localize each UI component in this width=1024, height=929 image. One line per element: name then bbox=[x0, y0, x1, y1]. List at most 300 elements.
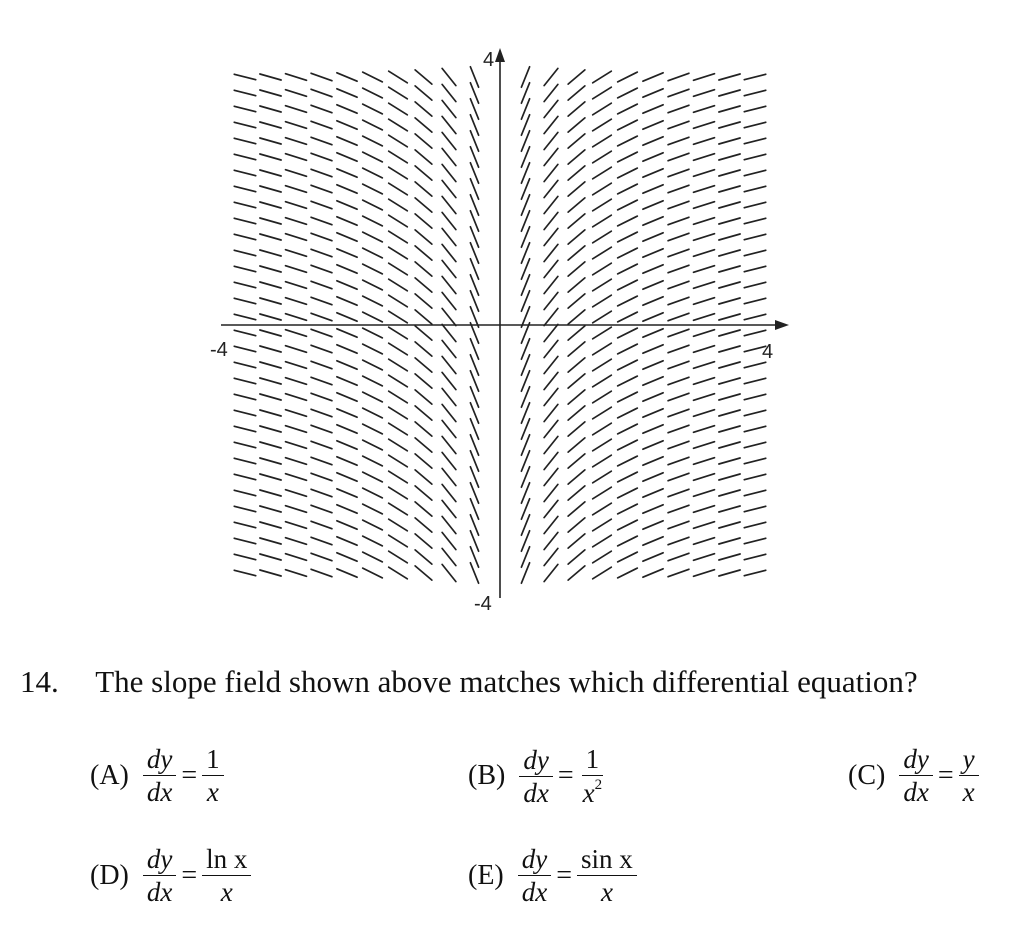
slope-segment-388 bbox=[442, 260, 456, 277]
slope-segment-458 bbox=[719, 218, 740, 224]
slope-segment-553 bbox=[593, 135, 612, 147]
slope-segment-600 bbox=[234, 90, 255, 95]
slope-segment-31 bbox=[544, 548, 558, 565]
slope-segment-511 bbox=[544, 164, 558, 181]
slope-segment-41 bbox=[260, 538, 281, 544]
slope-segment-64 bbox=[337, 521, 357, 529]
slope-segment-122 bbox=[286, 474, 307, 481]
slope-segment-127 bbox=[415, 470, 432, 484]
slope-segment-58 bbox=[719, 538, 740, 544]
slope-segment-33 bbox=[593, 551, 612, 563]
slope-segment-47 bbox=[415, 534, 432, 548]
choice-c-rhs-den: x bbox=[962, 777, 975, 808]
slope-segment-177 bbox=[694, 442, 715, 449]
slope-segment-346 bbox=[389, 295, 408, 307]
slope-segment-180 bbox=[234, 426, 255, 431]
choice-e-lhs-num: dy bbox=[518, 845, 551, 876]
choice-a-rhs-num: 1 bbox=[202, 745, 224, 776]
slope-segment-60 bbox=[234, 522, 255, 527]
choice-e-lhs bbox=[518, 845, 551, 907]
question-number: 14. bbox=[20, 664, 59, 699]
y-axis-arrow-icon bbox=[495, 48, 505, 62]
choice-e-rhs bbox=[577, 845, 637, 907]
slope-segment-231 bbox=[544, 388, 558, 405]
slope-segment-355 bbox=[643, 297, 663, 305]
slope-segment-614 bbox=[618, 88, 638, 98]
slope-segment-560 bbox=[234, 122, 255, 127]
slope-segment-502 bbox=[286, 170, 307, 177]
choice-b-lhs-num: dy bbox=[519, 746, 552, 777]
slope-segment-194 bbox=[618, 424, 638, 434]
slope-segment-218 bbox=[719, 410, 740, 416]
slope-segment-126 bbox=[389, 471, 408, 483]
slope-segment-193 bbox=[593, 423, 612, 435]
slope-segment-403 bbox=[311, 249, 332, 256]
slope-segment-347 bbox=[415, 294, 432, 308]
slope-segment-605 bbox=[363, 88, 383, 98]
slope-segment-14 bbox=[618, 568, 638, 578]
slope-segment-488 bbox=[442, 180, 456, 197]
slope-segment-267 bbox=[415, 358, 432, 372]
slope-segment-594 bbox=[618, 104, 638, 114]
slope-segment-161 bbox=[260, 442, 281, 448]
choice-a-rhs bbox=[202, 745, 224, 807]
y-max-label: 4 bbox=[483, 49, 495, 71]
slope-segment-361 bbox=[260, 282, 281, 288]
slope-segment-300 bbox=[234, 330, 255, 335]
slope-segment-13 bbox=[593, 567, 612, 579]
slope-segment-586 bbox=[389, 103, 408, 115]
slope-segment-45 bbox=[363, 536, 383, 546]
slope-segment-372 bbox=[568, 278, 585, 292]
slope-segment-354 bbox=[618, 296, 638, 306]
slope-segment-302 bbox=[286, 330, 307, 337]
slope-segment-420 bbox=[234, 234, 255, 239]
slope-segment-268 bbox=[442, 356, 456, 373]
slope-segment-72 bbox=[568, 518, 585, 532]
slope-segment-521 bbox=[260, 154, 281, 160]
slope-segment-432 bbox=[568, 230, 585, 244]
choice-b-lhs bbox=[519, 746, 552, 808]
slope-segment-277 bbox=[694, 362, 715, 369]
slope-segment-312 bbox=[568, 326, 585, 340]
slope-segment-556 bbox=[668, 137, 689, 144]
slope-segment-378 bbox=[719, 282, 740, 288]
slope-segment-117 bbox=[694, 490, 715, 497]
slope-segment-601 bbox=[260, 90, 281, 96]
slope-segment-199 bbox=[744, 426, 765, 431]
slope-segment-574 bbox=[618, 120, 638, 130]
slope-segment-243 bbox=[311, 377, 332, 384]
slope-segment-248 bbox=[442, 372, 456, 389]
slope-segment-443 bbox=[311, 217, 332, 224]
slope-segment-17 bbox=[694, 570, 715, 577]
slope-segment-472 bbox=[568, 198, 585, 212]
slope-segment-386 bbox=[389, 263, 408, 275]
slope-segment-27 bbox=[415, 550, 432, 564]
slope-segment-21 bbox=[260, 554, 281, 560]
slope-segment-466 bbox=[389, 199, 408, 211]
slope-segment-51 bbox=[544, 532, 558, 549]
slope-segment-612 bbox=[568, 86, 585, 100]
slope-segment-548 bbox=[442, 132, 456, 149]
slope-segment-208 bbox=[442, 404, 456, 421]
slope-segment-23 bbox=[311, 553, 332, 560]
slope-segment-395 bbox=[643, 265, 663, 273]
slope-segment-540 bbox=[234, 138, 255, 143]
equals-sign: = bbox=[937, 759, 954, 791]
slope-segment-357 bbox=[694, 298, 715, 305]
slope-segment-4 bbox=[337, 569, 357, 577]
slope-segment-532 bbox=[568, 150, 585, 164]
slope-segment-562 bbox=[286, 122, 307, 129]
slope-segment-598 bbox=[719, 106, 740, 112]
slope-segment-325 bbox=[363, 312, 383, 322]
slope-segment-476 bbox=[668, 201, 689, 208]
slope-segment-240 bbox=[234, 378, 255, 383]
slope-segment-178 bbox=[719, 442, 740, 448]
slope-segment-595 bbox=[643, 105, 663, 113]
slope-segment-537 bbox=[694, 154, 715, 161]
slope-segment-460 bbox=[234, 202, 255, 207]
slope-segment-207 bbox=[415, 406, 432, 420]
slope-segment-323 bbox=[311, 313, 332, 320]
choice-b-lhs-den: dx bbox=[523, 777, 549, 808]
slope-segment-428 bbox=[442, 228, 456, 245]
slope-segment-413 bbox=[593, 247, 612, 259]
choice-b-rhs-num: 1 bbox=[582, 745, 604, 776]
slope-segment-238 bbox=[719, 394, 740, 400]
slope-segment-397 bbox=[694, 266, 715, 273]
slope-segment-237 bbox=[694, 394, 715, 401]
slope-segment-536 bbox=[668, 153, 689, 160]
slope-segment-134 bbox=[618, 472, 638, 482]
slope-segment-84 bbox=[337, 505, 357, 513]
choice-b-exponent: 2 bbox=[594, 777, 603, 794]
slope-segment-119 bbox=[744, 490, 765, 495]
slope-segment-375 bbox=[643, 281, 663, 289]
slope-segment-512 bbox=[568, 166, 585, 180]
choice-d-rhs-num: ln x bbox=[202, 845, 251, 876]
slope-segment-67 bbox=[415, 518, 432, 532]
slope-segment-8 bbox=[442, 564, 456, 581]
slope-segment-593 bbox=[593, 103, 612, 115]
slope-segment-416 bbox=[668, 249, 689, 256]
slope-segment-399 bbox=[744, 266, 765, 271]
slope-segment-486 bbox=[389, 183, 408, 195]
slope-segment-213 bbox=[593, 407, 612, 419]
slope-segment-256 bbox=[668, 377, 689, 384]
slope-segment-211 bbox=[544, 404, 558, 421]
question-14 bbox=[20, 664, 918, 700]
slope-segment-271 bbox=[544, 356, 558, 373]
slope-segment-627 bbox=[415, 70, 432, 84]
slope-segment-545 bbox=[363, 136, 383, 146]
slope-segment-385 bbox=[363, 264, 383, 274]
slope-segment-474 bbox=[618, 200, 638, 210]
slope-segment-368 bbox=[442, 276, 456, 293]
slope-segment-77 bbox=[694, 522, 715, 529]
slope-segment-296 bbox=[668, 345, 689, 352]
slope-segment-465 bbox=[363, 200, 383, 210]
slope-segment-181 bbox=[260, 426, 281, 432]
slope-segment-396 bbox=[668, 265, 689, 272]
slope-segment-481 bbox=[260, 186, 281, 192]
slope-segment-376 bbox=[668, 281, 689, 288]
slope-segment-261 bbox=[260, 362, 281, 368]
slope-segment-98 bbox=[719, 506, 740, 512]
slope-segment-286 bbox=[389, 343, 408, 355]
slope-segment-167 bbox=[415, 438, 432, 452]
slope-segment-120 bbox=[234, 474, 255, 479]
slope-segment-265 bbox=[363, 360, 383, 370]
slope-segment-615 bbox=[643, 89, 663, 97]
slope-segment-305 bbox=[363, 328, 383, 338]
slope-segment-566 bbox=[389, 119, 408, 131]
slope-segment-319 bbox=[744, 330, 765, 335]
slope-segment-392 bbox=[568, 262, 585, 276]
slope-segment-421 bbox=[260, 234, 281, 240]
slope-segment-607 bbox=[415, 86, 432, 100]
slope-segment-155 bbox=[643, 457, 663, 465]
slope-segment-278 bbox=[719, 362, 740, 368]
equals-sign: = bbox=[556, 859, 573, 891]
slope-segment-402 bbox=[286, 250, 307, 257]
choice-c[interactable] bbox=[848, 745, 979, 807]
slope-segment-616 bbox=[668, 89, 689, 96]
slope-segment-48 bbox=[442, 532, 456, 549]
slope-segment-621 bbox=[260, 74, 281, 80]
slope-segment-114 bbox=[618, 488, 638, 498]
slope-segment-584 bbox=[337, 105, 357, 113]
slope-segment-242 bbox=[286, 378, 307, 385]
slope-segment-1 bbox=[260, 570, 281, 576]
slope-segment-637 bbox=[694, 74, 715, 81]
slope-segment-405 bbox=[363, 248, 383, 258]
slope-segment-352 bbox=[568, 294, 585, 308]
slope-segment-37 bbox=[694, 554, 715, 561]
slope-segment-179 bbox=[744, 442, 765, 447]
slope-segment-534 bbox=[618, 152, 638, 162]
slope-segment-224 bbox=[337, 393, 357, 401]
slope-segment-86 bbox=[389, 503, 408, 515]
slope-segment-394 bbox=[618, 264, 638, 274]
slope-segment-95 bbox=[643, 505, 663, 513]
slope-segment-623 bbox=[311, 73, 332, 80]
slope-segment-159 bbox=[744, 458, 765, 463]
slope-segment-533 bbox=[593, 151, 612, 163]
slope-segment-132 bbox=[568, 470, 585, 484]
slope-segment-100 bbox=[234, 490, 255, 495]
slope-segment-191 bbox=[544, 420, 558, 437]
slope-segment-315 bbox=[643, 329, 663, 337]
slope-segment-171 bbox=[544, 436, 558, 453]
slope-segment-633 bbox=[593, 71, 612, 83]
slope-segment-454 bbox=[618, 216, 638, 226]
slope-segment-620 bbox=[234, 74, 255, 79]
slope-segment-568 bbox=[442, 116, 456, 133]
slope-segment-147 bbox=[415, 454, 432, 468]
choice-d-rhs bbox=[202, 845, 251, 907]
slope-segment-348 bbox=[442, 292, 456, 309]
slope-segment-81 bbox=[260, 506, 281, 512]
slope-segment-182 bbox=[286, 426, 307, 433]
choice-a-lhs-den: dx bbox=[146, 777, 173, 808]
slope-segment-79 bbox=[744, 522, 765, 527]
slope-segment-528 bbox=[442, 148, 456, 165]
slope-segment-142 bbox=[286, 458, 307, 465]
slope-segment-316 bbox=[668, 329, 689, 336]
slope-segment-552 bbox=[568, 134, 585, 148]
slope-segment-353 bbox=[593, 295, 612, 307]
slope-segment-427 bbox=[415, 230, 432, 244]
slope-segment-504 bbox=[337, 169, 357, 177]
slope-segment-88 bbox=[442, 500, 456, 517]
slope-segment-331 bbox=[544, 308, 558, 325]
slope-segment-292 bbox=[568, 342, 585, 356]
slope-segment-54 bbox=[618, 536, 638, 546]
slope-segment-12 bbox=[568, 566, 585, 580]
slope-segment-541 bbox=[260, 138, 281, 144]
choice-e[interactable] bbox=[468, 845, 637, 907]
slope-segment-462 bbox=[286, 202, 307, 209]
slope-segment-345 bbox=[363, 296, 383, 306]
slope-segment-441 bbox=[260, 218, 281, 224]
slope-segment-116 bbox=[668, 489, 689, 496]
choice-c-lhs-num: dy bbox=[899, 745, 932, 776]
slope-segment-187 bbox=[415, 422, 432, 436]
slope-segment-204 bbox=[337, 409, 357, 417]
slope-segment-422 bbox=[286, 234, 307, 241]
choice-a-letter: (A) bbox=[90, 759, 129, 791]
slope-segment-311 bbox=[544, 324, 558, 341]
slope-segment-632 bbox=[568, 70, 585, 84]
slope-segment-531 bbox=[544, 148, 558, 165]
slope-segment-144 bbox=[337, 457, 357, 465]
slope-segment-136 bbox=[668, 473, 689, 480]
slope-segment-565 bbox=[363, 120, 383, 130]
slope-segment-334 bbox=[618, 312, 638, 322]
slope-segment-499 bbox=[744, 186, 765, 191]
slope-segment-55 bbox=[643, 537, 663, 545]
slope-segment-448 bbox=[442, 212, 456, 229]
slope-segment-216 bbox=[668, 409, 689, 416]
slope-segment-128 bbox=[442, 468, 456, 485]
slope-segment-497 bbox=[694, 186, 715, 193]
slope-segment-148 bbox=[442, 452, 456, 469]
slope-segment-165 bbox=[363, 440, 383, 450]
slope-segment-133 bbox=[593, 471, 612, 483]
slope-segment-451 bbox=[544, 212, 558, 229]
slope-segment-185 bbox=[363, 424, 383, 434]
slope-segment-232 bbox=[568, 390, 585, 404]
slope-segment-638 bbox=[719, 74, 740, 80]
slope-segment-343 bbox=[311, 297, 332, 304]
choice-e-rhs-num: sin x bbox=[577, 845, 637, 876]
slope-segment-172 bbox=[568, 438, 585, 452]
slope-segment-367 bbox=[415, 278, 432, 292]
slope-segment-66 bbox=[389, 519, 408, 531]
slope-segment-22 bbox=[286, 554, 307, 561]
slope-segment-406 bbox=[389, 247, 408, 259]
slope-segment-200 bbox=[234, 410, 255, 415]
slope-segment-635 bbox=[643, 73, 663, 81]
slope-segment-577 bbox=[694, 122, 715, 129]
choice-a[interactable] bbox=[90, 745, 224, 807]
slope-segment-287 bbox=[415, 342, 432, 356]
slope-segment-273 bbox=[593, 359, 612, 371]
slope-segment-382 bbox=[286, 266, 307, 273]
slope-segment-519 bbox=[744, 170, 765, 175]
slope-segment-576 bbox=[668, 121, 689, 128]
slope-segment-338 bbox=[719, 314, 740, 320]
slope-segment-412 bbox=[568, 246, 585, 260]
choice-c-rhs-num: y bbox=[959, 745, 979, 776]
slope-segment-321 bbox=[260, 314, 281, 320]
slope-segment-365 bbox=[363, 280, 383, 290]
slope-segment-87 bbox=[415, 502, 432, 516]
slope-segment-283 bbox=[311, 345, 332, 352]
x-axis-arrow-icon bbox=[775, 320, 789, 330]
slope-segment-461 bbox=[260, 202, 281, 208]
slope-segment-93 bbox=[593, 503, 612, 515]
slope-segment-426 bbox=[389, 231, 408, 243]
slope-segment-262 bbox=[286, 362, 307, 369]
slope-segment-263 bbox=[311, 361, 332, 368]
slope-segment-294 bbox=[618, 344, 638, 354]
slope-segment-276 bbox=[668, 361, 689, 368]
slope-segment-215 bbox=[643, 409, 663, 417]
slope-segment-143 bbox=[311, 457, 332, 464]
slope-segment-301 bbox=[260, 330, 281, 336]
slope-segment-384 bbox=[337, 265, 357, 273]
choice-d[interactable] bbox=[90, 845, 251, 907]
slope-segment-356 bbox=[668, 297, 689, 304]
choice-b[interactable] bbox=[468, 745, 606, 808]
slope-segment-473 bbox=[593, 199, 612, 211]
slope-segment-575 bbox=[643, 121, 663, 129]
slope-segment-624 bbox=[337, 73, 357, 81]
slope-segment-38 bbox=[719, 554, 740, 560]
slope-segment-65 bbox=[363, 520, 383, 530]
slope-segment-373 bbox=[593, 279, 612, 291]
slope-segment-174 bbox=[618, 440, 638, 450]
slope-segment-104 bbox=[337, 489, 357, 497]
slope-segment-118 bbox=[719, 490, 740, 496]
slope-segment-314 bbox=[618, 328, 638, 338]
slope-segment-414 bbox=[618, 248, 638, 258]
slope-segment-377 bbox=[694, 282, 715, 289]
slope-segment-539 bbox=[744, 154, 765, 159]
slope-segment-326 bbox=[389, 311, 408, 323]
slope-segment-580 bbox=[234, 106, 255, 111]
slope-segment-233 bbox=[593, 391, 612, 403]
choice-b-rhs-den bbox=[579, 776, 606, 807]
slope-segment-162 bbox=[286, 442, 307, 449]
slope-segment-487 bbox=[415, 182, 432, 196]
slope-segment-214 bbox=[618, 408, 638, 418]
slope-segment-285 bbox=[363, 344, 383, 354]
slope-segment-411 bbox=[544, 244, 558, 261]
slope-segment-508 bbox=[442, 164, 456, 181]
slope-segment-344 bbox=[337, 297, 357, 305]
slope-segment-123 bbox=[311, 473, 332, 480]
slope-segment-176 bbox=[668, 441, 689, 448]
slope-segment-53 bbox=[593, 535, 612, 547]
slope-segment-251 bbox=[544, 372, 558, 389]
slope-segment-425 bbox=[363, 232, 383, 242]
slope-segment-234 bbox=[618, 392, 638, 402]
